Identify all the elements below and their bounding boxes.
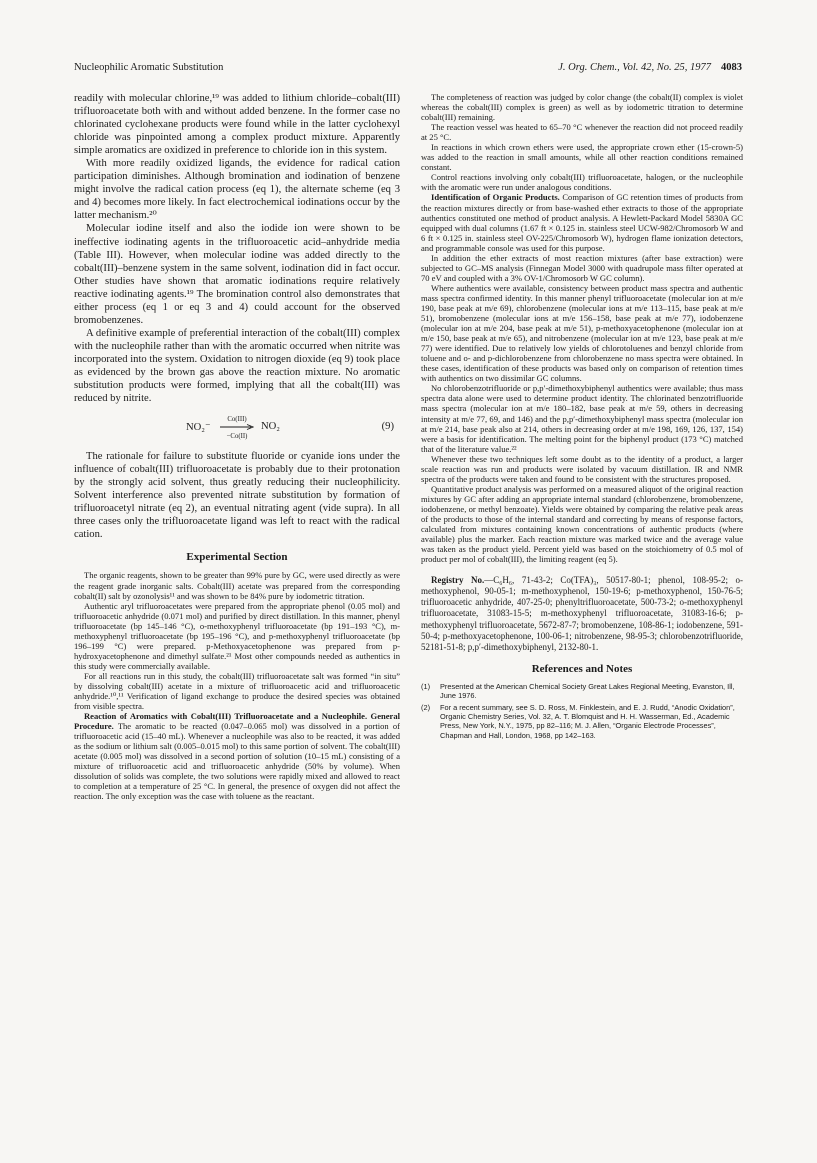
identification-text: Comparison of GC retention times of products from the reaction mixtures directly or from base-washed ether extracts to those of the appropriate authentics constituted one method of product analysis. A Hewlett-Packard Model 5830A GC equipped with dual columns (1.67 ft × 0.125 in. stainless steel UCW-982/Chromosorb W and 6 ft × 0.125 in. stainless steel OV-225/Chromosorb W), hydrogen flame ionization detectors, and programmable console was used for this purpose.	[421, 192, 743, 253]
equation-9	[74, 408, 400, 446]
paragraph: The completeness of reaction was judged by color change (the cobalt(II) complex is violet whereas the cobalt(III) complex is green) as well as by iodometric titration to determine cobalt(III) remaining.	[421, 92, 743, 123]
running-title: Nucleophilic Aromatic Substitution	[74, 62, 224, 73]
paragraph: Authentic aryl trifluoroacetates were prepared from the appropriate phenol (0.05 mol) and trifluoroacetic anhydride (0.071 mol) and purified by direct distillation. In this manner, phenyl trifluoroacetate (bp 145–146 °C), o-methoxyphenyl trifluoroacetate (bp 191–193 °C), m-methoxyphenyl trifluoroacetate (bp 195–196 °C), and p-methoxyphenyl trifluoroacetate (bp 196–199 °C) were prepared. p-Methoxyacetophenone was prepared from p-hydroxyacetophenone and dimethyl sulfate.²¹ Most other compounds needed as authentics in this study were commercially available.	[74, 600, 400, 671]
reference-item	[421, 703, 743, 741]
registry-paragraph	[421, 575, 743, 653]
equation-rhs: NO₂	[261, 421, 280, 433]
references-title: References and Notes	[531, 662, 633, 675]
procedure-text: The aromatic to be reacted (0.047–0.065 mol) was dissolved in a portion of trifluoroacetic acid (15–40 mL). Whenever a nucleophile was also to be reacted, it was added as the sodium or lithium salt (0.005–0.015 mol) to this same portion of solvent. The cobalt(III) acetate (0.005 mol) was dissolved in a second portion of solution (10–15 mL) consisting of a mixture of trifluoroacetic acid and trifluoroacetic anhydride (50% by volume). When dissolution of solids was complete, the two solutions were rapidly mixed and allowed to react to completion at a temperature of 25 °C. In general, the presence of oxygen did not affect the reaction. The only exception was the case with toluene as the reactant.	[74, 721, 400, 802]
paragraph: Molecular iodine itself and also the iodide ion were shown to be ineffective iodinating agents in the trifluoroacetic acid–anhydride media (Table III). However, when molecular iodine was added directly to the cobalt(III)–benzene system in the same solvent, iodination did in fact occur. Other studies have shown that aromatic iodinations require relatively reactive iodinating agents.¹⁹ The bromination control also demonstrates that either process (eq 1 or eq 3 and 4) could account for the observed bromobenzenes.	[74, 223, 400, 326]
journal-citation	[558, 60, 742, 76]
paragraph: The reaction vessel was heated to 65–70 °C whenever the reaction did not proceed readily at 25 °C.	[421, 122, 743, 143]
discussion-text	[74, 92, 400, 541]
arrow-label-below: −Co(II)	[226, 433, 248, 441]
paragraph: Control reactions involving only cobalt(III) trifluoroacetate, halogen, or the nucleophile with the aromatic were run under analogous conditions.	[421, 172, 743, 193]
experimental-text	[74, 570, 400, 801]
right-column	[421, 92, 743, 1082]
paragraph: In addition the ether extracts of most reaction mixtures (after base extraction) were subjected to GC–MS analysis (Finnegan Model 3000 with quadrupole mass filter operated at 70 eV and coupled with a 3% OV-1/Chromosorb W GC column).	[421, 252, 743, 283]
registry-numbers	[421, 575, 743, 653]
paragraph: No chlorobenzotrifluoride or p,p′-dimethoxybiphenyl authentics were available; thus mass spectra data alone were used to determine product identity. The chlorinated benzotrifluoride mass spectra (molecular ion at m/e 180–182, base peak at m/e 59, others in decreasing intensity at m/e 77, 69, and 146) and the p,p′-dimethoxybiphenyl mass spectra (molecular ion at m/e 214, base peak also at 214, others in decreasing order at m/e 198, 169, 126, 137, 154) were a basis for identification. The melting point for the biphenyl product (173 °C) matched that of the literature value.²²	[421, 383, 743, 454]
procedure-heading: Reaction of Aromatics with Cobalt(III) Trifluoroacetate and a Nucleophile. General Procedure.	[74, 711, 400, 732]
paragraph: Whenever these two techniques left some doubt as to the identity of a product, a larger scale reaction was run and products were isolated by vacuum distillation. IR and NMR spectra of the products were taken and found to be consistent with the structures proposed.	[421, 453, 743, 484]
reference-text: For a recent summary, see S. D. Ross, M. Finklestein, and E. J. Rudd, “Anodic Oxidation”, Organic Chemistry Series, Vol. 32, A. T. Blomquist and H. H. Wasserman, Ed., Academic Press, New York, N.Y., 1975, pp 82–116; M. J. Allen, “Organic Electrode Processes”, Chapman and Hall, London, 1968, pp 142–163.	[440, 702, 735, 740]
paragraph: A definitive example of preferential interaction of the cobalt(III) complex with the nucleophile rather than with the aromatic occurred when nitrite was incorporated into the system. Oxidation to nitrogen dioxide (eq 9) took place as evidenced by the brown gas above the reaction mixture. No aromatic substitution products were formed, implying that all the cobalt(III) was reduced by nitrite.	[74, 327, 400, 405]
paragraph: With more readily oxidized ligands, the evidence for radical cation participation diminishes. Although bromination and iodination of benzene might involve the radical cation process (eq 1), the alternate scheme (eq 3 and 4) becomes more likely. In fact electrochemical iodinations occur by the latter mechanism.²⁰	[74, 158, 400, 222]
paragraph: The rationale for failure to substitute fluoride or cyanide ions under the influence of cobalt(III) trifluoroacetate is probably due to their protonation by the strongly acid solvent, thus greatly reducing their nucleophilicity. Solvent interference also prevented nitrate substitution by formation of trifluoroacetyl nitrate (eq 2), an eventual nitrating agent (vide supra). In all three cases only the trifluoroacetate ligand was left to react with the radical cation.	[74, 451, 400, 541]
paragraph	[74, 711, 400, 801]
paragraph: The organic reagents, shown to be greater than 99% pure by GC, were used directly as were the reagent grade inorganic salts. Cobalt(III) acetate was prepared from the corresponding cobalt(II) salt by ozonolysis¹¹ and was shown to be 84% pure by iodometric titration.	[74, 570, 400, 601]
equation-lhs: NO₂⁻	[186, 422, 211, 434]
experimental-section-title: Experimental Section	[186, 551, 288, 564]
reference-text: Presented at the American Chemical Society Great Lakes Regional Meeting, Evanston, Ill, June 1976.	[440, 681, 735, 701]
journal-name: J. Org. Chem., Vol. 42, No. 25, 1977	[558, 62, 711, 73]
registry-label: Registry No.	[431, 575, 485, 586]
arrow-label-above: Co(III)	[227, 416, 247, 424]
paragraph: readily with molecular chlorine,¹⁹ was added to lithium chloride–cobalt(III) trifluoroacetate both with and without added benzene. In the former case no chlorinated cyclohexane products were found while in the latter cyclohexyl chloride was pinpointed among a complex product mixture. Apparently simple aromatics are oxidized in preference to chloride ion in this system.	[74, 93, 400, 157]
identification-heading: Identification of Organic Products.	[431, 192, 560, 203]
paragraph: Quantitative product analysis was performed on a measured aliquot of the original reaction mixtures by GC after adding an appropriate internal standard (chlorobenzene, bromobenzene, iodobenzene, or methyl benzoate). Yields were obtained by comparing the relative peak areas of the products to those of the internal standard and correcting by means of response factors, calculated from mixtures containing known concentrations of authentic products (where available) plus the marker. Each reaction mixture was marked twice and the average value was taken as the product yield. Percent yield was based on the stoichiometry of 0.5 mol of product per mol of cobalt(III), the limiting reagent (eq 5).	[421, 483, 743, 565]
reaction-arrow	[217, 416, 257, 440]
left-column	[74, 92, 400, 1087]
paragraph: For all reactions run in this study, the cobalt(III) trifluoroacetate salt was formed “in situ” by dissolving cobalt(III) acetate in a mixture of trifluoroacetic acid and trifluoroacetic anhydride.¹⁰,¹¹ Verification of ligand exchange to produce the desired species was obtained from visible spectra.	[74, 670, 400, 712]
paragraph: In reactions in which crown ethers were used, the appropriate crown ether (15-crown-5) was added to the reaction in small amounts, while all other reaction conditions remained constant.	[421, 142, 743, 173]
paragraph: Where authentics were available, consistency between product mass spectra and authentic mass spectra confirmed identity. In this manner phenyl trifluoroacetate (molecular ion at m/e 190, base peak at m/e 69), chlorobenzene (molecular ions at m/e 113–115, base peak at m/e 51), bromobenzene (molecular ions at m/e 156–158, base peak at m/e 77), iodobenzene (molecular ion at m/e 204, base peak at m/e 51), p-methoxyacetophenone (molecular ion at m/e 150, base peak at m/e 65), and nitrobenzene (molecular ion at m/e 123, base peak at m/e 77) were identified. Due to relatively low yields of chlorotoluenes and benzyl chloride from toluene and o- and p-dichlorobenzene from chlorobenzene no mass spectra were obtained. In these cases, identification of these products was based only on comparison of retention times with authentics on two dissimilar GC columns.	[421, 282, 743, 384]
paragraph	[421, 192, 743, 252]
equation-number: (9)	[381, 421, 394, 433]
page-number: 4083	[721, 62, 742, 73]
reference-item	[421, 682, 743, 701]
reference-number: (2)	[421, 702, 431, 712]
right-arrow-icon	[220, 424, 254, 430]
running-header	[74, 60, 742, 76]
references-list	[421, 682, 743, 740]
experimental-text-continued	[421, 92, 743, 564]
registry-text: —C₆H₆, 71-43-2; Co(TFA)₃, 50517-80-1; phenol, 108-95-2; o-methoxyphenol, 90-05-1; m-methoxyphenol, 150-19-6; p-methoxyphenol, 150-76-5; trifluoroacetic anhydride, 407-25-0; phenyltrifluoroacetate, 500-73-2; o-methoxyphenyl trifluoroacetate, 31083-15-5; m-methoxyphenyl trifluoroacetate, 31083-16-6; p-methoxyphenyl trifluoroacetate, 5672-87-7; bromobenzene, 108-86-1; iodobenzene, 591-50-4; p-methoxyacetophenone, 100-06-1; nitrobenzene, 98-95-3; chlorobenzotrifluoride, 52181-51-8; p,p′-dimethoxybiphenyl, 2132-80-1.	[421, 575, 743, 652]
reference-number: (1)	[421, 681, 431, 691]
